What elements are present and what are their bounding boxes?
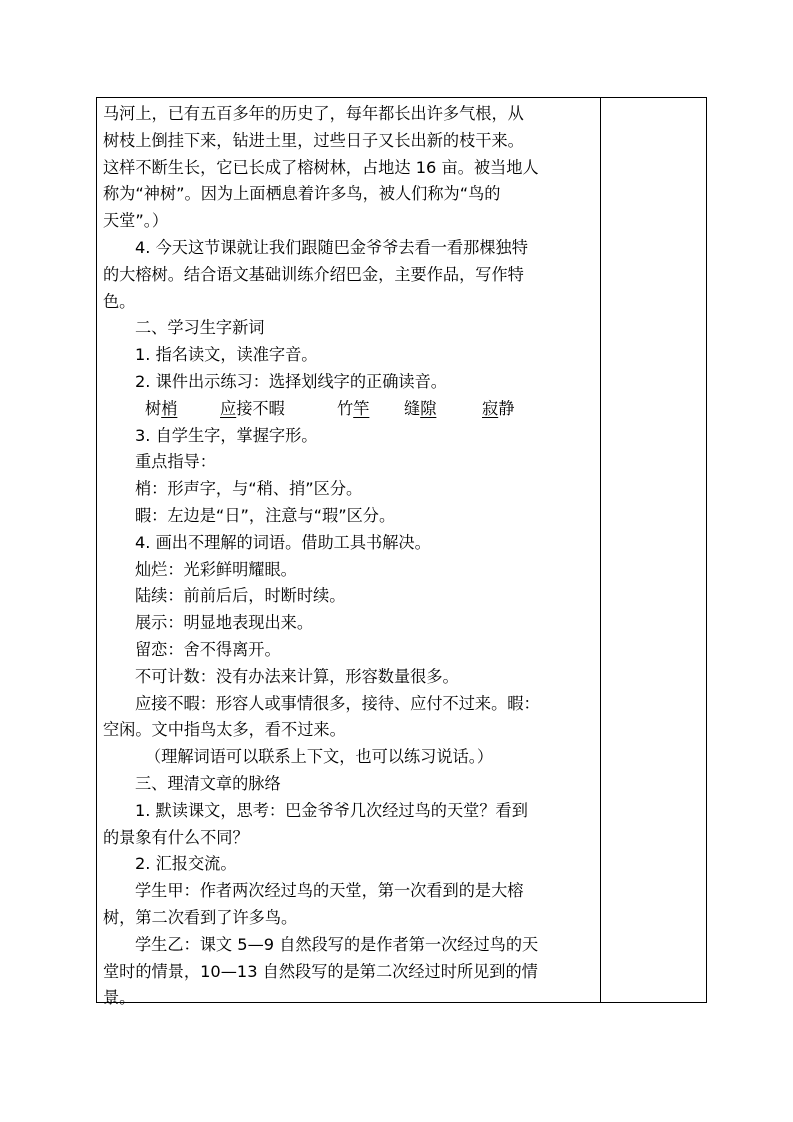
text-line: 留恋：舍不得离开。 [135,640,281,659]
text-line: 4. 今天这节课就让我们跟随巴金爷爷去看一看那棵独特 [135,238,528,257]
text-line: 重点指导： [135,452,216,472]
text-line: 学生甲：作者两次经过鸟的天堂，第一次看到的是大榕 [135,881,524,901]
text-line: 展示：明显地表现出来。 [135,613,314,633]
text-line: 空闲。文中指鸟太多，看不过来。 [103,720,346,740]
text-line: 陆续：前前后后，时断时续。 [135,586,346,606]
text-line: 堂时的情景，10—13 自然段写的是第二次经过时所见到的情 [103,961,538,981]
vocab-word-suffix: 静 [498,398,515,418]
vocab-word-underlined: 竿 [353,398,370,418]
lesson-table [96,97,707,1008]
vocab-word-underlined: 隙 [420,398,437,418]
text-line: 应接不暇：形容人或事情很多，接待、应付不过来。暇： [135,693,540,713]
text-line: 1. 默读课文，思考：巴金爷爷几次经过鸟的天堂？看到 [135,800,528,820]
text-line: 称为“神树”。因为上面栖息着许多鸟，被人们称为“鸟的 [103,184,501,204]
text-line: 灿烂：光彩鲜明耀眼。 [135,559,297,579]
text-line: 马河上，已有五百多年的历史了，每年都长出许多气根，从 [103,104,524,123]
text-line: 不可计数：没有办法来计算，形容数量很多。 [135,666,459,686]
text-line: 2. 汇报交流。 [135,854,237,874]
text-line: 二、学习生字新词 [135,318,265,338]
text-line: 的大榕树。结合语文基础训练介绍巴金，主要作品，写作特 [103,264,524,284]
text-line: 1. 指名读文，读准字音。 [135,345,318,365]
text-line: 学生乙：课文 5—9 自然段写的是作者第一次经过鸟的天 [135,934,539,954]
text-line: 梢：形声字，与“稍、捎”区分。 [135,479,363,499]
text-line: 三、理清文章的脉络 [135,774,281,793]
text-line: 景。 [103,988,136,1008]
text-line: 树枝上倒挂下来，钻进土里，过些日子又长出新的枝干来。 [103,130,524,150]
text-line: 树，第二次看到了许多鸟。 [103,908,298,927]
vocab-word [482,396,514,422]
text-line: 2. 课件出示练习：选择划线字的正确读音。 [135,372,447,391]
vocab-word [337,396,369,422]
vocab-word [404,396,436,422]
text-line: 的景象有什么不同？ [103,827,249,847]
vocab-word-underlined: 梢 [161,398,178,418]
vocab-word-prefix: 竹 [337,398,354,418]
vocab-word-underlined: 应 [220,398,237,418]
notes-cell [601,98,706,1002]
text-line: 4. 画出不理解的词语。借助工具书解决。 [135,532,431,552]
text-line: 暇：左边是“日”，注意与“瑕”区分。 [135,506,396,525]
text-line: 3. 自学生字，掌握字形。 [135,425,318,445]
vocab-word [220,396,285,422]
vocab-word-underlined: 寂 [482,398,499,418]
vocab-word-prefix: 树 [145,398,162,418]
vocab-word [145,396,177,422]
text-line: 色。 [103,291,136,311]
text-line: （理解词语可以联系上下文，也可以练习说话。） [145,747,494,767]
vocab-word-prefix: 缝 [404,398,421,418]
vocab-word-suffix: 接不暇 [236,398,285,418]
text-line: 这样不断生长，它已长成了榕树林，占地达 16 亩。被当地人 [103,157,539,177]
text-line: 天堂”。） [103,211,169,231]
